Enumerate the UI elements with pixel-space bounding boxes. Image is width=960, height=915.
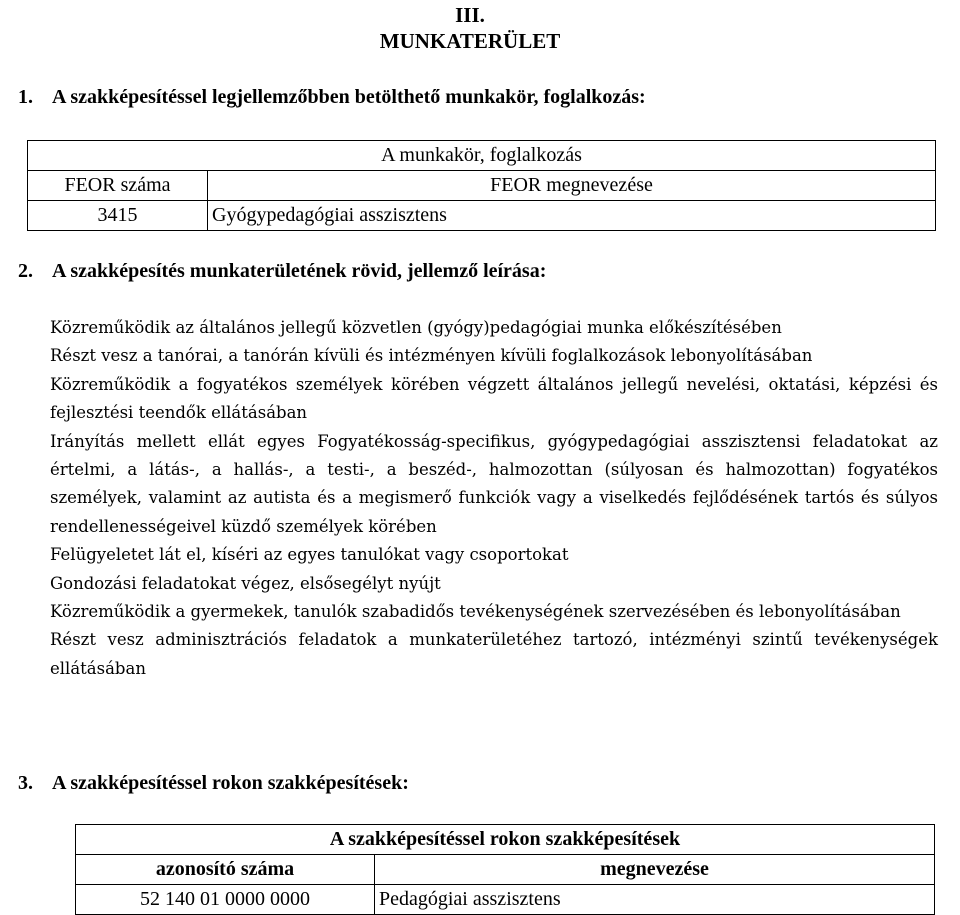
id-number-cell: 52 140 01 0000 0000 [76,885,375,915]
description-paragraph: Felügyeletet lát el, kíséri az egyes tanulókat vagy csoportokat [50,545,569,565]
related-table-caption: A szakképesítéssel rokon szakképesítések [76,825,935,855]
section-2-number: 2. [18,260,33,282]
section-3-title: A szakképesítéssel rokon szakképesítések: [52,772,409,794]
section-3-heading [18,770,409,796]
qualification-name-cell: Pedagógiai asszisztens [375,885,935,915]
table-row [28,201,936,231]
related-qualifications-table [75,824,935,915]
feor-name-header: FEOR megnevezése [208,171,936,201]
description-paragraph: Közreműködik az általános jellegű közvetlen (gyógy)pedagógiai munka előkészítésében [50,318,782,337]
description-paragraph: Gondozási feladatokat végez, elsősegélyt nyújt [50,573,441,593]
section-1-title: A szakképesítéssel legjellemzőbben betölthető munkakör, foglalkozás: [52,86,646,108]
description-paragraph: Közreműködik a fogyatékos személyek körében végzett általános jellegű nevelési, oktatási, képzési és fejlesztési teendők ellátásában [50,374,938,423]
description-paragraph: Közreműködik a gyermekek, tanulók szabadidős tevékenységének szervezésében és lebonyolításában [50,602,901,622]
part-number: III. [455,3,485,27]
description-paragraph: Részt vesz adminisztrációs feladatok a munkaterületéhez tartozó, intézményi szintű tevékenységek ellátásában [50,630,938,678]
work-area-description [50,314,938,683]
description-paragraph: Részt vesz a tanórai, a tanórán kívüli és intézményen kívüli foglalkozások lebonyolításában [50,346,813,366]
section-2-title: A szakképesítés munkaterületének rövid, jellemző leírása: [52,260,547,282]
table-row [76,885,935,915]
id-number-header: azonosító száma [76,855,375,885]
section-1-number: 1. [18,86,33,108]
qualification-name-header: megnevezése [375,855,935,885]
occupation-table [27,140,936,231]
feor-name-cell: Gyógypedagógiai asszisztens [208,201,936,231]
section-3-number: 3. [18,772,33,794]
description-paragraph: Irányítás mellett ellát egyes Fogyatékosság-specifikus, gyógypedagógiai asszisztensi feladatokat az értelmi, a látás-, a hallás-, a testi-, a beszéd-, halmozottan (súlyosan és halmozottan) fogyatékos személyek, valamint az autista és a megismerő funkciók vagy a viselkedés fejlődésének tartós és súlyos rendellenességeivel küzdő személyek körében [50,431,938,536]
occupation-table-caption: A munkakör, foglalkozás [28,141,936,171]
page-title: MUNKATERÜLET [379,29,561,53]
feor-code-cell: 3415 [28,201,208,231]
section-2-heading [18,258,546,284]
feor-code-header: FEOR száma [28,171,208,201]
section-1-heading [18,84,646,110]
